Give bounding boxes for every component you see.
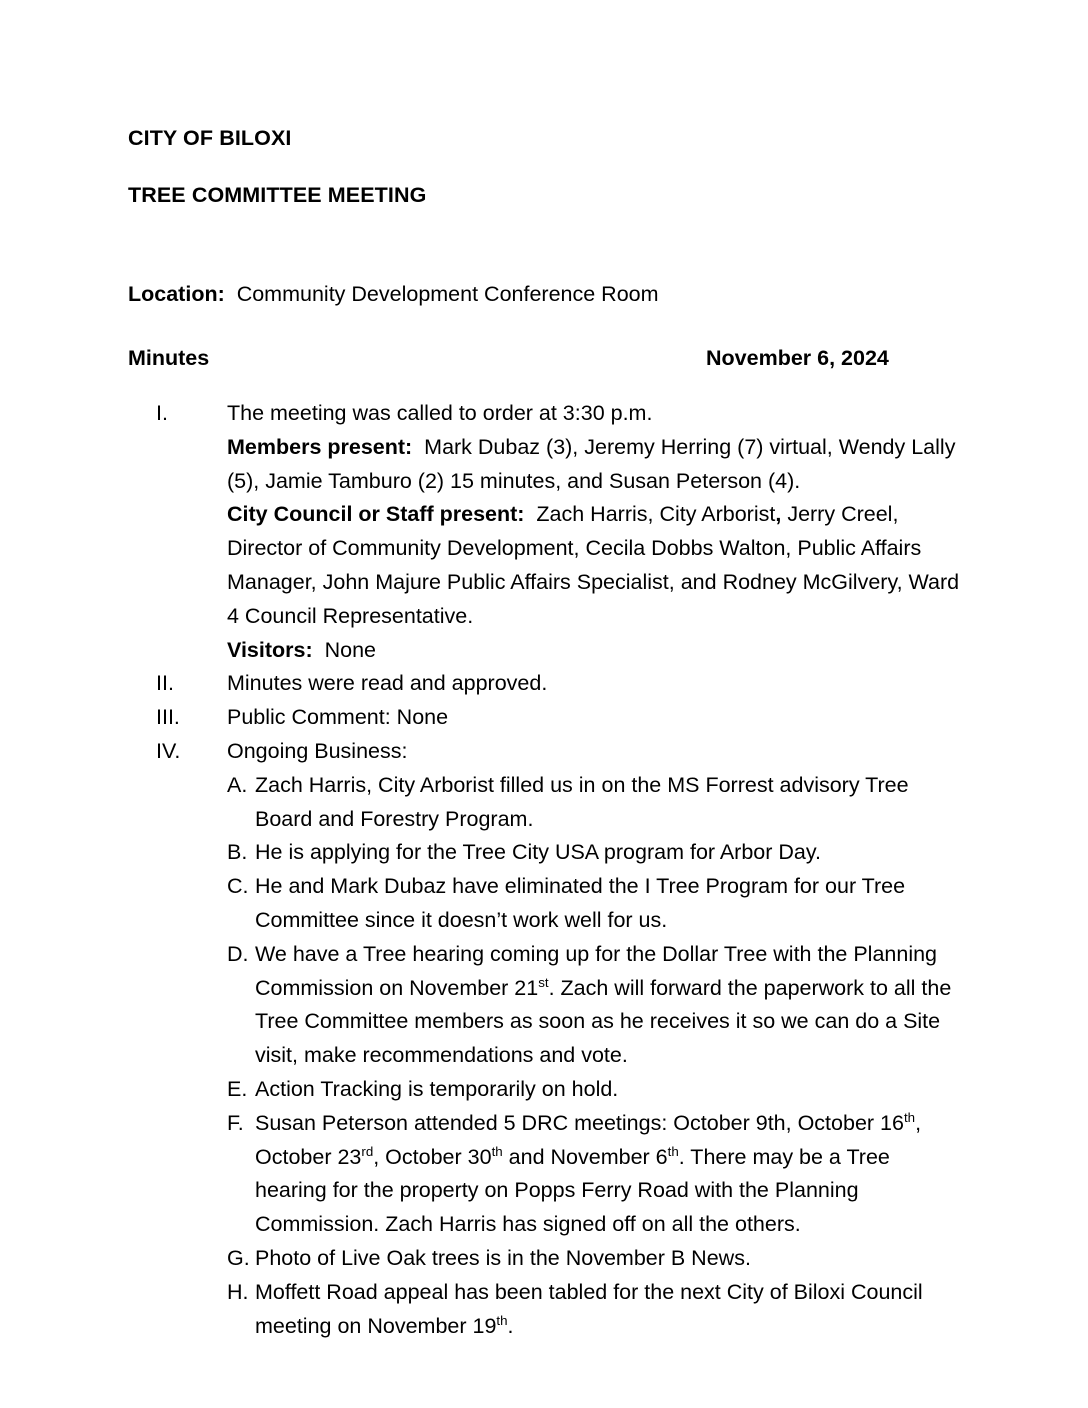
visitors-value: None: [324, 637, 376, 662]
minutes-outline: [128, 397, 960, 1343]
outline-item-iv: [128, 735, 960, 1343]
members-present-value: Mark Dubaz (3), Jeremy Herring (7) virtual, Wendy Lally (5), Jamie Tamburo (2) 15 minutes, and Susan Peterson (4).: [227, 434, 956, 493]
staff-present-value-comma: ,: [775, 502, 782, 527]
staff-present-value-part1: Zach Harris, City Arborist: [536, 502, 776, 527]
sub-item-h-text-b: .: [507, 1313, 514, 1338]
meeting-title: TREE COMMITTEE MEETING: [128, 182, 427, 207]
sub-item-f-text-d: and November 6: [502, 1144, 668, 1169]
sub-item-e-marker: E.: [227, 1076, 248, 1101]
outline-item-iv-body: [227, 735, 960, 1343]
outline-marker-i: I.: [156, 401, 168, 425]
minutes-date-row: [128, 345, 960, 370]
sub-item-d-text-b: . Zach will forward the paperwork to all the Tree Committee members as soon as he receives it so we can do a Site visit, make recommendations and vote.: [255, 975, 952, 1068]
ongoing-business-heading: Ongoing Business:: [227, 738, 408, 763]
sub-item-h-sup-a: th: [496, 1312, 508, 1328]
sub-item-d: [227, 938, 960, 1073]
outline-item-iii-body: Public Comment: None: [227, 705, 449, 730]
sub-item-f-marker: F.: [227, 1110, 244, 1135]
sub-item-a-text: Zach Harris, City Arborist filled us in on the MS Forrest advisory Tree Board and Forestry Program.: [255, 772, 909, 831]
sub-item-h-text-a: Moffett Road appeal has been tabled for the next City of Biloxi Council meeting on November 19: [255, 1279, 923, 1338]
sub-item-d-marker: D.: [227, 941, 249, 966]
members-present-line: [227, 431, 960, 499]
outline-marker-iii: III.: [156, 705, 180, 730]
sub-item-f: [227, 1107, 960, 1242]
sub-item-h-text: [255, 1276, 960, 1344]
sub-item-f-sup-c: th: [491, 1143, 503, 1159]
sub-item-g-marker: G.: [227, 1245, 250, 1270]
sub-item-b: [227, 836, 960, 870]
meeting-date: November 6, 2024: [706, 345, 889, 370]
staff-present-label: City Council or Staff present:: [227, 502, 525, 527]
outline-item-iii: [128, 701, 960, 735]
sub-item-b-text: He is applying for the Tree City USA program for Arbor Day.: [255, 840, 822, 865]
sub-item-d-text-a: We have a Tree hearing coming up for the Dollar Tree with the Planning Commission on November 21: [255, 941, 938, 1000]
sub-item-b-marker: B.: [227, 840, 248, 865]
members-present-label: Members present:: [227, 434, 413, 459]
sub-item-f-text-e: . There may be a Tree hearing for the property on Popps Ferry Road with the Planning Commission. Zach Harris has signed off on all the others.: [255, 1144, 890, 1237]
outline-marker-ii: II.: [156, 671, 174, 696]
sub-item-c: [227, 870, 960, 938]
sub-item-f-text: [255, 1107, 960, 1242]
visitors-line: [227, 634, 960, 668]
outline-marker-iv: IV.: [156, 738, 181, 763]
outline-item-i-body: [227, 397, 960, 667]
sub-item-g-text: Photo of Live Oak trees is in the November B News.: [255, 1245, 751, 1270]
sub-item-d-sup-a: st: [538, 974, 549, 990]
staff-present-line: [227, 498, 960, 633]
sub-item-f-text-b: , October 23: [255, 1110, 922, 1169]
sub-item-c-text: He and Mark Dubaz have eliminated the I Tree Program for our Tree Committee since it doesn’t work well for us.: [255, 874, 906, 932]
sub-item-g: [227, 1242, 960, 1276]
sub-item-a-marker: A.: [227, 772, 248, 797]
outline-item-i: [128, 397, 960, 667]
sub-item-h-marker: H.: [227, 1279, 249, 1304]
sub-item-a: [227, 769, 960, 837]
called-to-order-text: The meeting was called to order at 3:30 p.m.: [227, 401, 653, 425]
outline-item-ii-body: Minutes were read and approved.: [227, 671, 548, 696]
sub-item-f-sup-b: rd: [361, 1143, 374, 1159]
ongoing-business-sublist: [227, 769, 960, 1344]
sub-item-e-text: Action Tracking is temporarily on hold.: [255, 1076, 619, 1101]
sub-item-h: [227, 1276, 960, 1344]
sub-item-f-sup-a: th: [903, 1109, 916, 1125]
outline-item-ii: [128, 667, 960, 701]
minutes-label: Minutes: [128, 345, 210, 370]
sub-item-d-text: [255, 938, 960, 1073]
sub-item-f-sup-d: th: [667, 1143, 679, 1159]
organization-title: CITY OF BILOXI: [128, 126, 292, 150]
sub-item-c-marker: C.: [227, 874, 249, 899]
location-value: Community Development Conference Room: [236, 282, 659, 306]
visitors-label: Visitors:: [227, 637, 313, 662]
sub-item-e: [227, 1073, 960, 1107]
staff-present-value-part2: Jerry Creel, Director of Community Development, Cecila Dobbs Walton, Public Affairs Manager, John Majure Public Affairs Specialist, and Rodney McGilvery, Ward 4 Council Representative.: [227, 502, 960, 628]
sub-item-f-text-a: Susan Peterson attended 5 DRC meetings: October 9th, October 16: [255, 1110, 904, 1135]
location-line: [128, 284, 960, 306]
location-label: Location:: [128, 282, 225, 306]
sub-item-f-text-c: , October 30: [373, 1144, 492, 1169]
